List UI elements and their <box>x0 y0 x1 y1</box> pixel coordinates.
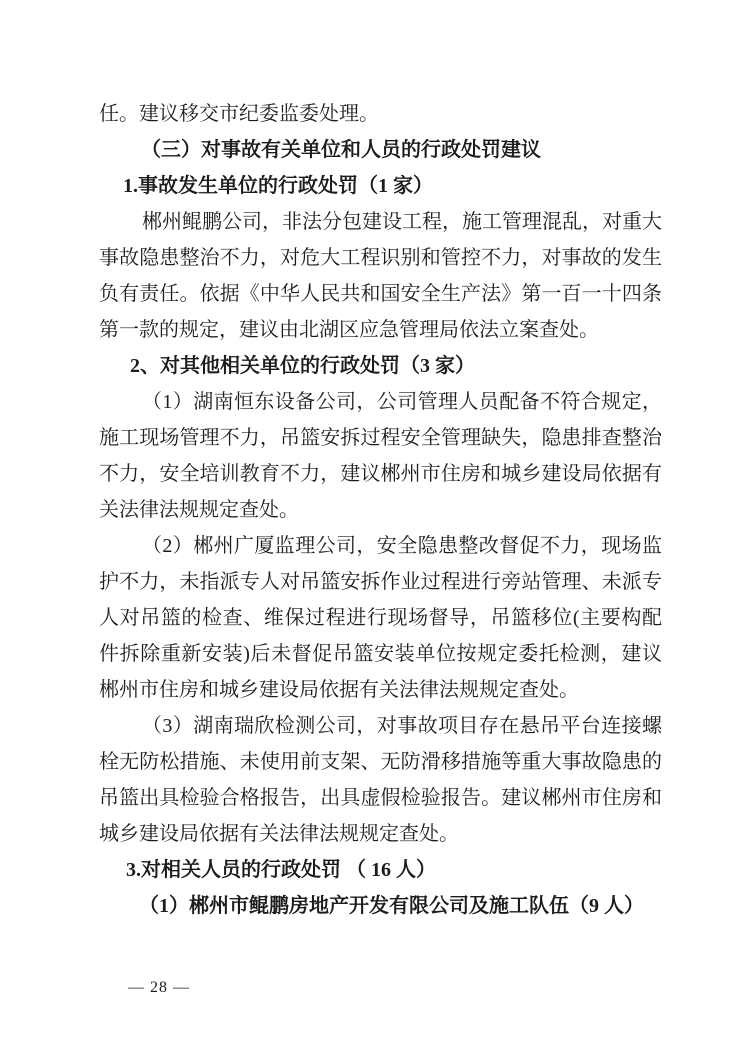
section-heading: 1.事故发生单位的行政处罚（1 家） <box>123 175 433 197</box>
paragraph-continuation: 任。建议移交市纪委监委处理。 <box>99 103 379 125</box>
section-heading: （1）郴州市鲲鹏房地产开发有限公司及施工队伍（9 人） <box>139 895 644 917</box>
section-heading: 2、对其他相关单位的行政处罚（3 家） <box>130 355 475 377</box>
document-body <box>99 96 662 924</box>
paragraph: （3）湖南瑞欣检测公司，对事故项目存在悬吊平台连接螺栓无防松措施、未使用前支架、无防滑移措施等重大事故隐患的吊篮出具检验合格报告，出具虚假检验报告。建议郴州市住房和城乡建设局依据有关法律法规规定查处。 <box>99 715 662 845</box>
paragraph: （1）湖南恒东设备公司，公司管理人员配备不符合规定，施工现场管理不力，吊篮安拆过程安全管理缺失，隐患排查整治不力，安全培训教育不力，建议郴州市住房和城乡建设局依据有关法律法规规定查处。 <box>99 391 662 521</box>
paragraph: 郴州鲲鹏公司，非法分包建设工程，施工管理混乱，对重大事故隐患整治不力，对危大工程识别和管控不力，对事故的发生负有责任。依据《中华人民共和国安全生产法》第一百一十四条第一款的规定，建议由北湖区应急管理局依法立案查处。 <box>99 211 662 341</box>
section-heading: （三）对事故有关单位和人员的行政处罚建议 <box>141 139 541 161</box>
page-number: — 28 — <box>128 979 190 996</box>
paragraph: （2）郴州广厦监理公司，安全隐患整改督促不力，现场监护不力，未指派专人对吊篮安拆作业过程进行旁站管理、未派专人对吊篮的检查、维保过程进行现场督导，吊篮移位(主要构配件拆除重新安装)后未督促吊篮安装单位按规定委托检测，建议郴州市住房和城乡建设局依据有关法律法规规定查处。 <box>99 535 662 701</box>
page-footer <box>128 977 190 999</box>
section-heading: 3.对相关人员的行政处罚 （ 16 人） <box>126 859 436 881</box>
